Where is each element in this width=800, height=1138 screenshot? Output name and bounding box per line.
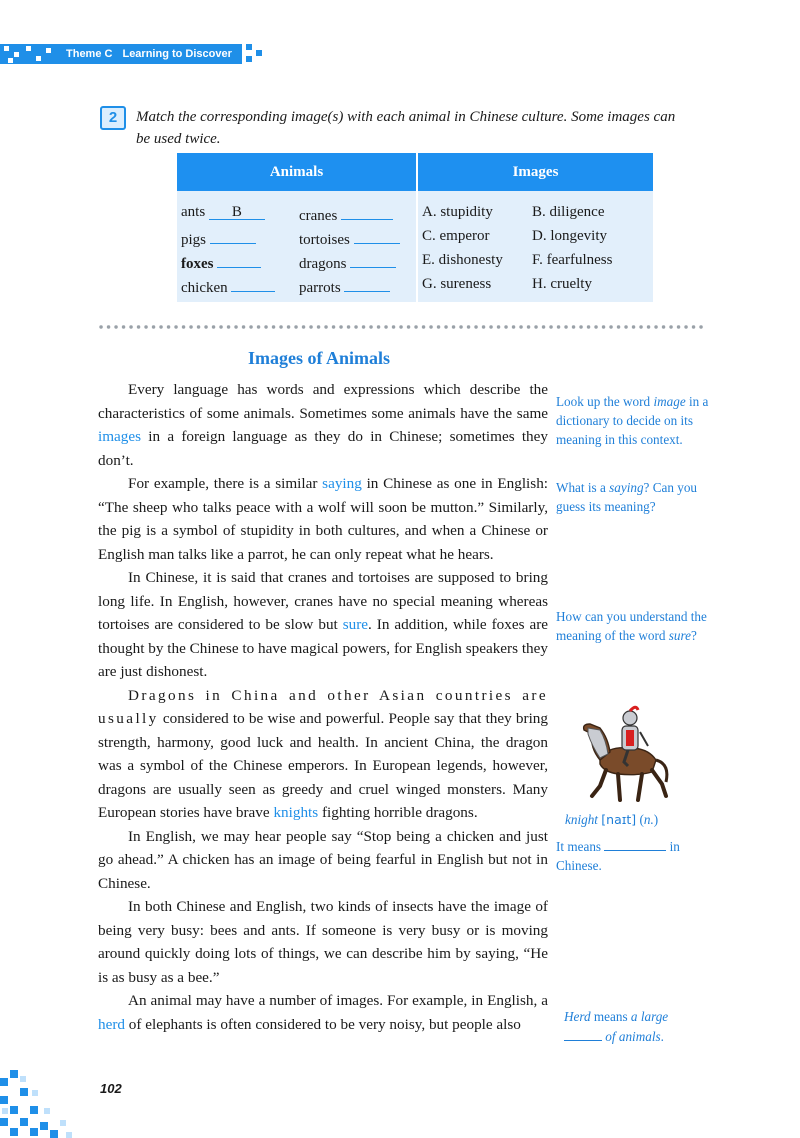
answer-blank[interactable] [210,227,256,244]
unit-title: Learning to Discover [122,48,232,60]
list-item: F. fearfulness [532,252,613,268]
paragraph: For example, there is a similar saying in Chinese as one in English: “The sheep who talks peace with a wolf will soon be mutton.” Similarly, the pig is a symbol of stupidity in both cultures, and when a Chinese or English man talks like a parrot, he can only repeat what he hears. [98,475,549,563]
sidenote-knight-meaning: It means in Chinese. [556,836,706,875]
images-cell [418,191,653,302]
list-item: D. longevity [532,228,607,244]
answer-blank[interactable]: B [209,203,265,220]
pixel-corner-decoration [0,1060,90,1138]
paragraph: In English, we may hear people say “Stop being a chicken and just go ahead.” A chicken has an image of being fearful in English but not in Chinese. [98,827,548,892]
table-row: dragons [299,251,396,273]
table-header-animals: Animals [177,153,416,191]
table-row: ants B [181,203,265,221]
table-header-images: Images [418,153,653,191]
table-row: pigs [181,227,256,249]
theme-label: Theme C [66,48,113,60]
keyword-saying: saying [322,475,362,492]
list-item: H. cruelty [532,276,592,292]
table-row: parrots [299,275,390,297]
table-row: tortoises [299,227,400,249]
keyword-sure: sure [342,616,369,633]
animals-cell [177,191,416,302]
answer-blank[interactable] [354,227,400,244]
knight-on-horse-illustration [578,700,672,805]
exercise-instruction [136,106,714,150]
reading-body [98,378,548,1036]
list-item: C. emperor [422,228,490,244]
sidenote-image: Look up the word image in a dictionary to decide on its meaning in this context. [556,394,709,447]
keyword-herd: herd [98,1015,125,1033]
paragraph: In Chinese, it is said that cranes and tortoises are supposed to bring long life. In English, however, cranes have no special meaning whereas tortoises are considered to be slow but sure. In addition, while foxes are thought by the Chinese to have magical powers, for English speakers they are just dishonest. [98,569,548,680]
paragraph: An animal may have a number of images. For example, in English, a herd of elephants is often considered to be very noisy, but people also [98,992,548,1033]
answer-blank[interactable] [344,275,390,292]
answer-blank[interactable] [217,251,261,268]
phonetic: [naɪt] [601,812,637,827]
list-item: G. sureness [422,276,492,292]
paragraph: In both Chinese and English, two kinds of insects have the image of being very busy: bees and ants. If someone is very busy or is moving around quickly doing lots of things, we can describe him by saying, “He is as busy as a bee.” [98,898,548,986]
exercise-number-badge: 2 [100,106,126,130]
table-row: chicken [181,275,275,297]
matching-table [177,153,653,302]
list-item: A. stupidity [422,204,493,220]
unit-label [56,44,242,64]
answer-blank[interactable] [350,251,396,268]
table-row: foxes [181,251,261,273]
keyword-images: images [98,428,142,445]
meaning-blank[interactable] [604,836,666,851]
herd-blank[interactable] [564,1026,602,1041]
instruction-line-2: be used twice. [136,131,221,147]
sidenote-herd: Herd means a large of animals. [564,1009,669,1044]
table-row: cranes [299,203,393,225]
page-number: 102 [100,1081,122,1096]
sidenote-saying: What is a saying? Can you guess its meaning? [556,480,698,514]
list-item: B. diligence [532,204,605,220]
sidenote-sure: How can you understand the meaning of the word sure? [556,609,707,643]
answer-blank[interactable] [341,203,393,220]
keyword-knights: knights [273,804,319,821]
knight-caption: knight [naɪt] (n.) [565,812,659,827]
dotted-divider [98,324,704,330]
instruction-line-1: Match the corresponding image(s) with each animal in Chinese culture. Some images can [136,109,676,125]
paragraph: Every language has words and expressions which describe the characteristics of some animals. Sometimes some animals have the same images in a foreign language as they do in Chinese; sometimes they don’t. [98,381,548,469]
answer-blank[interactable] [231,275,275,292]
list-item: E. dishonesty [422,252,503,268]
paragraph: Dragons in China and other Asian countries are usually considered to be wise and powerful. People say that they bring strength, harmony, good luck and health. In ancient China, the dragon was a symbol of the Chinese emperors. In European legends, however, dragons are usually seen as greedy and cruel winged monsters. Many European stories have brave knights fighting horrible dragons. [98,686,548,821]
reading-title: Images of Animals [248,348,391,368]
